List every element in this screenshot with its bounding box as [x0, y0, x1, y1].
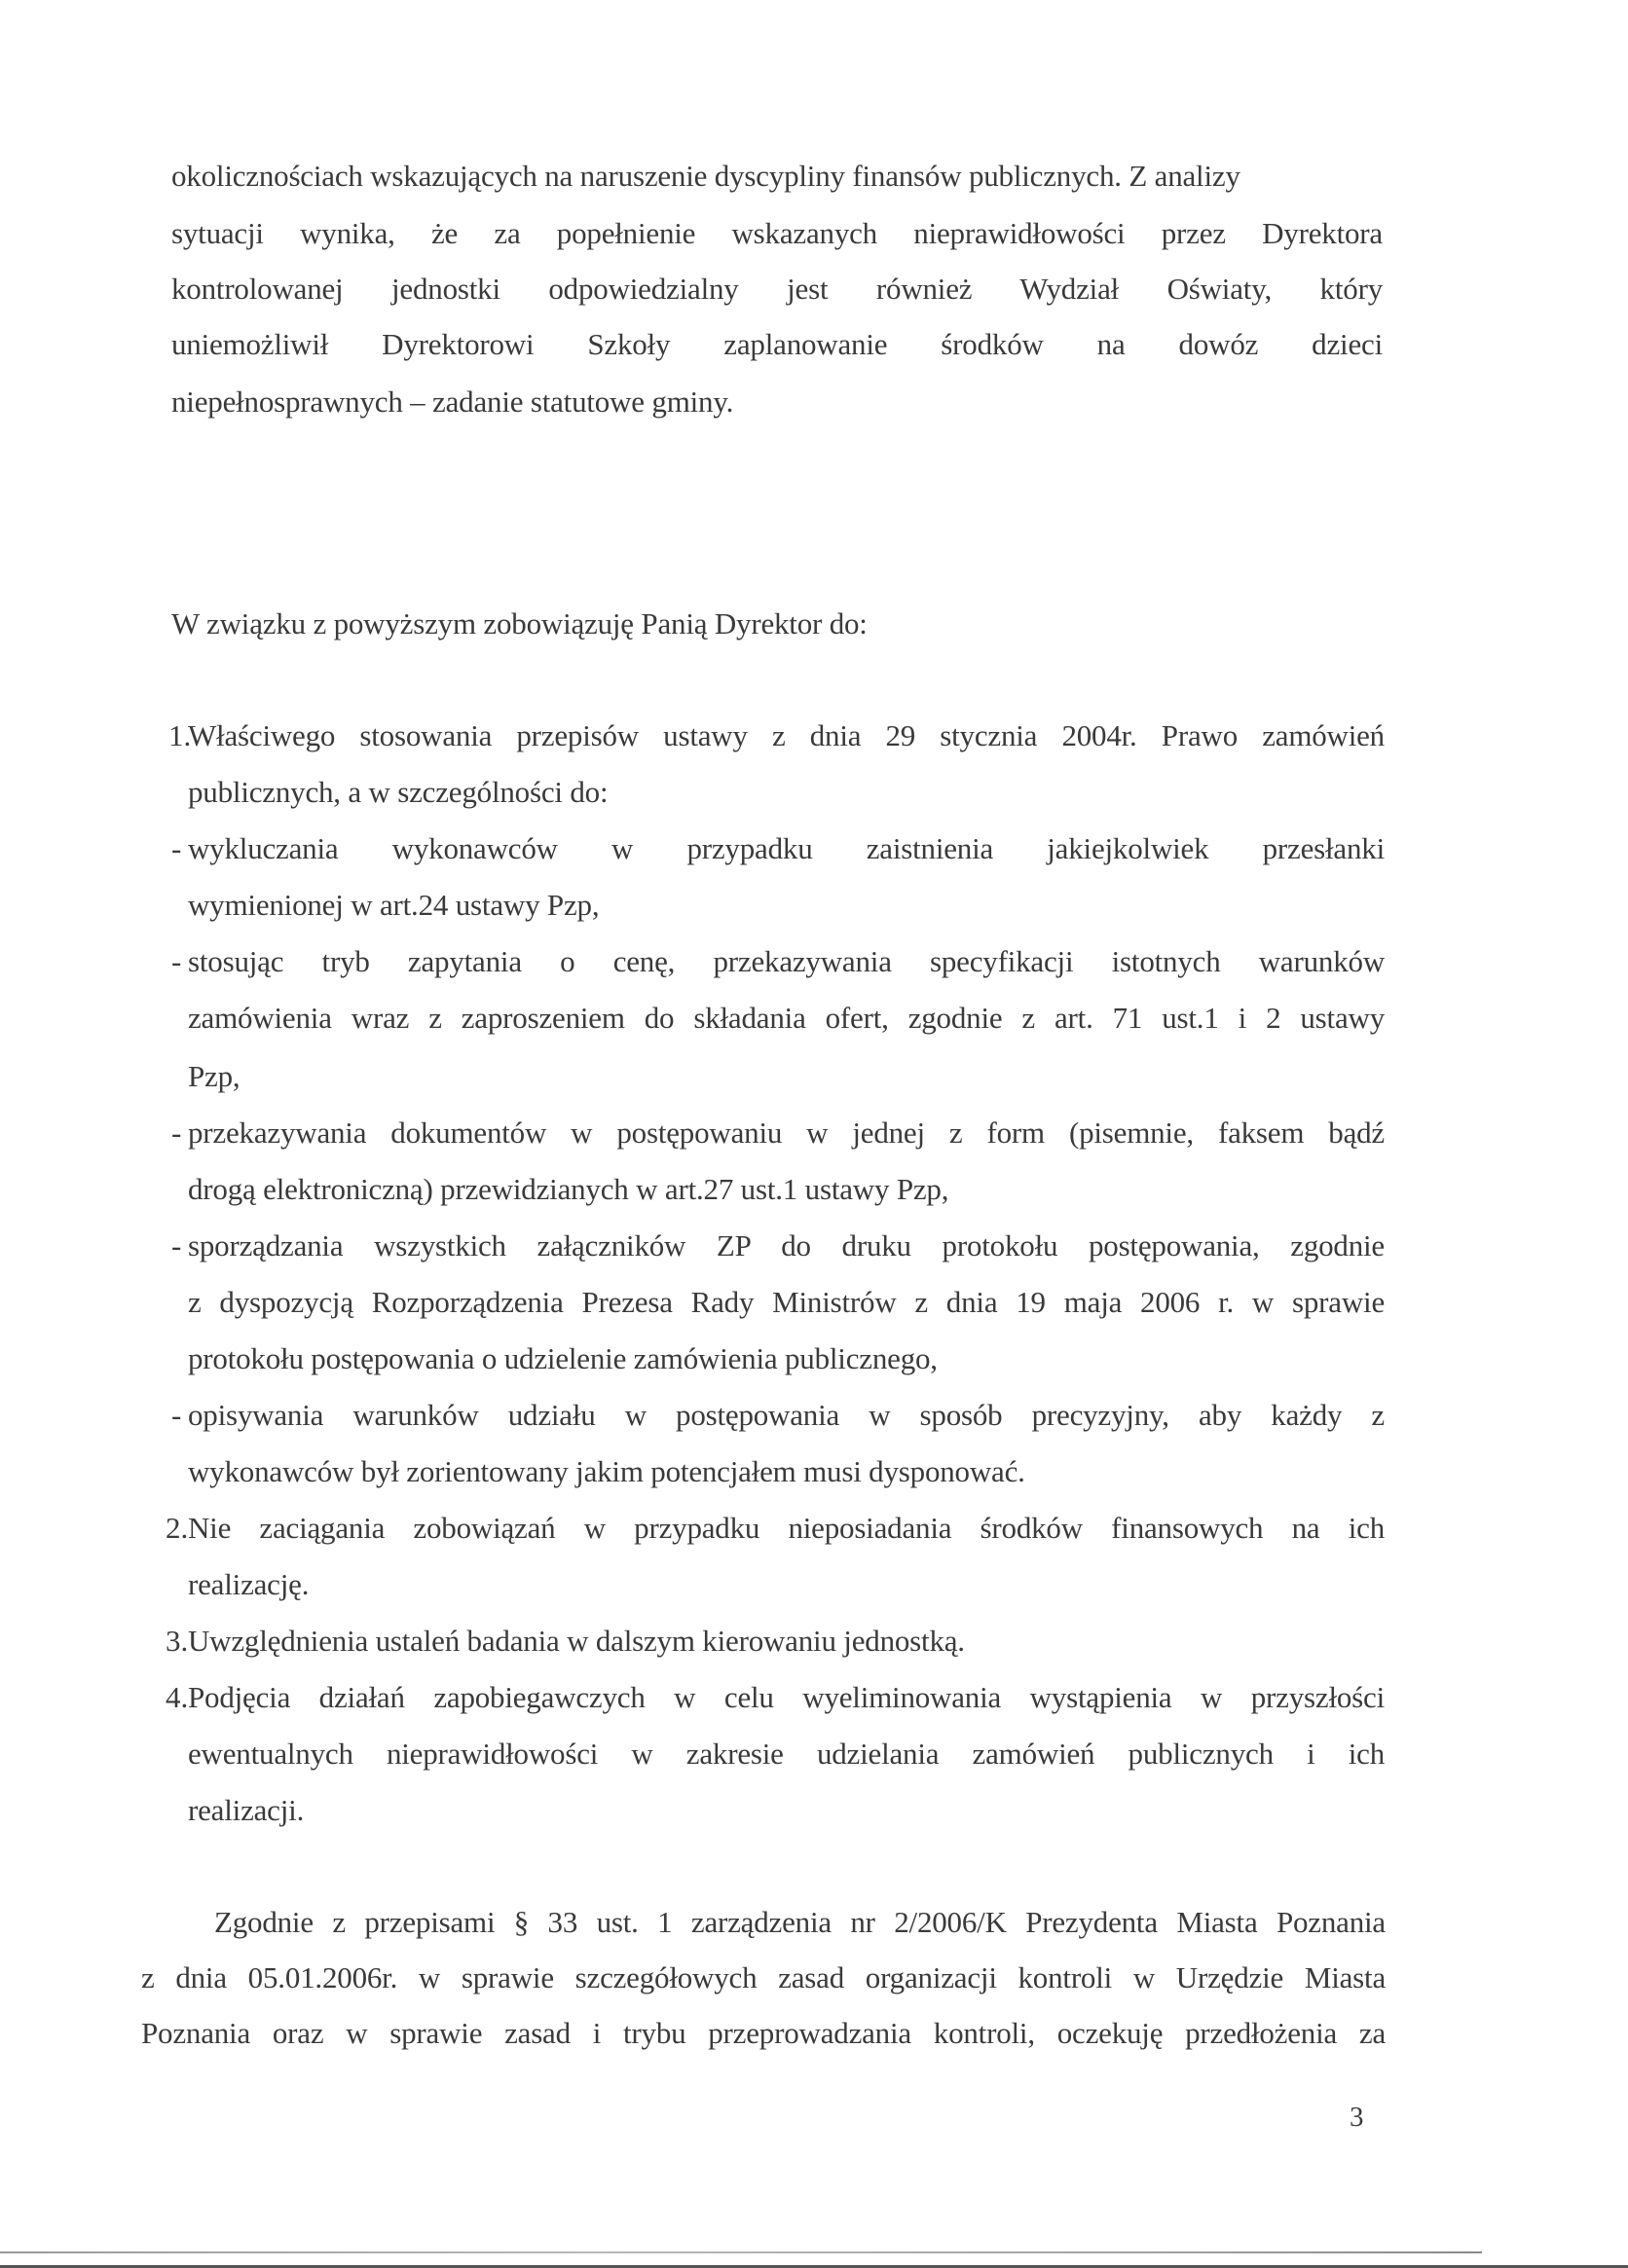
dash-marker: - [171, 1116, 182, 1150]
text-line: ewentualnych nieprawidłowości w zakresie udzielania zamówień publicznych i ich [188, 1737, 1385, 1771]
list-marker: 3. [166, 1624, 189, 1658]
list-marker: 1. [168, 718, 192, 752]
text-line: Pzp, [188, 1059, 240, 1093]
text-line: protokołu postępowania o udzielenie zamówienia publicznego, [188, 1341, 938, 1375]
list-marker: 2. [166, 1511, 189, 1545]
text-line: kontrolowanej jednostki odpowiedzialny jest również Wydział Oświaty, który [171, 272, 1383, 306]
text-line: niepełnosprawnych – zadanie statutowe gminy. [171, 384, 734, 419]
text-line: wykluczania wykonawców w przypadku zaistnienia jakiejkolwiek przesłanki [188, 831, 1385, 865]
dash-marker: - [171, 1398, 182, 1432]
text-line: z dyspozycją Rozporządzenia Prezesa Rady Ministrów z dnia 19 maja 2006 r. w sprawie [188, 1285, 1385, 1319]
scan-edge-line [0, 2251, 1482, 2253]
dash-marker: - [171, 831, 182, 865]
text-line: opisywania warunków udziału w postępowania w sposób precyzyjny, aby każdy z [188, 1398, 1385, 1432]
text-line: stosując tryb zapytania o cenę, przekazywania specyfikacji istotnych warunków [188, 944, 1385, 978]
dash-marker: - [171, 944, 182, 978]
text-line: okolicznościach wskazujących na naruszenie dyscypliny finansów publicznych. Z analizy [171, 159, 1240, 193]
text-line: przekazywania dokumentów w postępowaniu w jednej z form (pisemnie, faksem bądź [188, 1116, 1385, 1150]
text-line: Poznania oraz w sprawie zasad i trybu przeprowadzania kontroli, oczekuję przedłożenia za [141, 2016, 1386, 2050]
text-line: Podjęcia działań zapobiegawczych w celu wyeliminowania wystąpienia w przyszłości [188, 1680, 1385, 1714]
text-line: zamówienia wraz z zaproszeniem do składania ofert, zgodnie z art. 71 ust.1 i 2 ustawy [188, 1001, 1385, 1035]
text-line: realizacji. [188, 1793, 305, 1827]
page-number: 3 [1350, 2102, 1364, 2133]
obligation-intro: W związku z powyższym zobowiązuję Panią Dyrektor do: [171, 606, 868, 640]
text-line: Zgodnie z przepisami § 33 ust. 1 zarządzenia nr 2/2006/K Prezydenta Miasta Poznania [214, 1905, 1386, 1939]
text-line: Właściwego stosowania przepisów ustawy z dnia 29 stycznia 2004r. Prawo zamówień [188, 718, 1385, 752]
text-line: sytuacji wynika, że za popełnienie wskazanych nieprawidłowości przez Dyrektora [171, 216, 1383, 250]
text-line: wykonawców był zorientowany jakim potencjałem musi dysponować. [188, 1454, 1025, 1488]
text-line: z dnia 05.01.2006r. w sprawie szczegółowych zasad organizacji kontroli w Urzędzie Miasta [141, 1960, 1386, 1994]
text-line: realizację. [188, 1567, 310, 1601]
list-marker: 4. [166, 1680, 189, 1714]
text-line: uniemożliwił Dyrektorowi Szkoły zaplanowanie środków na dowóz dzieci [171, 327, 1383, 361]
dash-marker: - [171, 1228, 182, 1262]
text-line: publicznych, a w szczególności do: [188, 775, 609, 809]
text-line: Uwzględnienia ustaleń badania w dalszym kierowaniu jednostką. [188, 1624, 965, 1658]
text-line: wymienionej w art.24 ustawy Pzp, [188, 888, 600, 922]
text-line: sporządzania wszystkich załączników ZP do druku protokołu postępowania, zgodnie [188, 1228, 1385, 1262]
text-line: Nie zaciągania zobowiązań w przypadku nieposiadania środków finansowych na ich [188, 1511, 1385, 1545]
text-line: drogą elektroniczną) przewidzianych w art.27 ust.1 ustawy Pzp, [188, 1172, 949, 1206]
